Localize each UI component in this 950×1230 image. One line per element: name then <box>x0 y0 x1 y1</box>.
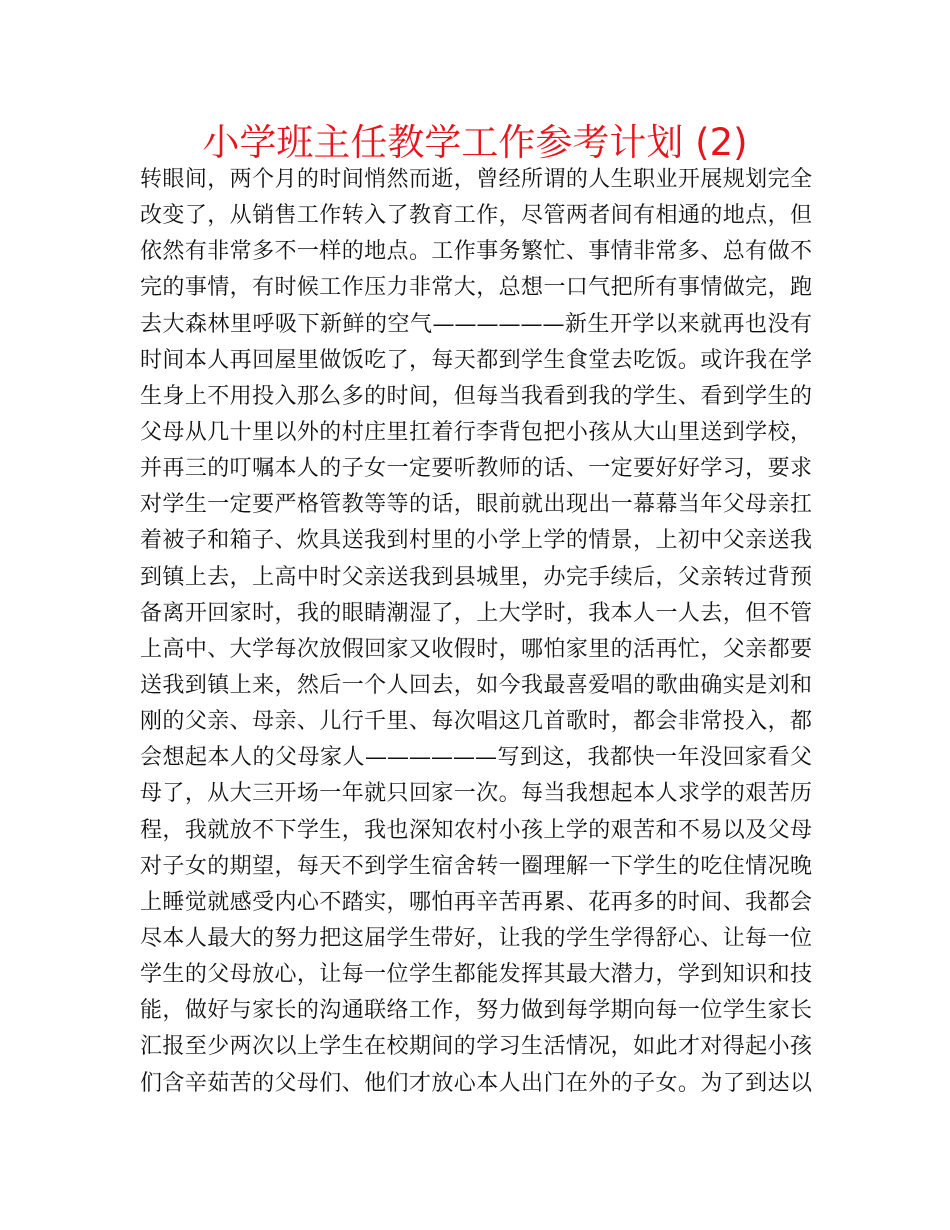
document-body <box>140 162 812 1102</box>
body-line: 备离开回家时，我的眼睛潮湿了，上大学时，我本人一人去，但不管 <box>140 600 812 626</box>
body-line: 会想起本人的父母家人——————写到这，我都快一年没回家看父 <box>140 745 812 771</box>
body-line: 程，我就放不下学生，我也深知农村小孩上学的艰苦和不易以及父母 <box>140 817 812 843</box>
body-line: 上高中、大学每次放假回家又收假时，哪怕家里的活再忙，父亲都要 <box>140 636 812 662</box>
body-line: 上睡觉就感受内心不踏实，哪怕再辛苦再累、花再多的时间、我都会 <box>140 889 812 915</box>
body-line: 对学生一定要严格管教等等的话，眼前就出现出一幕幕当年父母亲扛 <box>140 492 812 518</box>
body-line: 时间本人再回屋里做饭吃了，每天都到学生食堂去吃饭。或许我在学 <box>140 347 812 373</box>
body-line: 尽本人最大的努力把这届学生带好，让我的学生学得舒心、让每一位 <box>140 925 812 951</box>
body-line: 着被子和箱子、炊具送我到村里的小学上学的情景，上初中父亲送我 <box>140 528 812 554</box>
body-line: 刚的父亲、母亲、儿行千里、每次唱这几首歌时，都会非常投入，都 <box>140 709 812 735</box>
body-line: 并再三的叮嘱本人的子女一定要听教师的话、一定要好好学习，要求 <box>140 456 812 482</box>
body-line: 学生的父母放心，让每一位学生都能发挥其最大潜力，学到知识和技 <box>140 962 812 988</box>
body-line: 转眼间，两个月的时间悄然而逝，曾经所谓的人生职业开展规划完全 <box>140 167 812 192</box>
document-title: 小学班主任教学工作参考计划 (2) <box>202 121 748 164</box>
body-line: 送我到镇上来，然后一个人回去，如今我最喜爱唱的歌曲确实是刘和 <box>140 672 812 698</box>
body-line: 完的事情，有时候工作压力非常大，总想一口气把所有事情做完，跑 <box>140 275 812 301</box>
body-line: 去大森林里呼吸下新鲜的空气——————新生开学以来就再也没有 <box>140 311 812 337</box>
body-line: 依然有非常多不一样的地点。工作事务繁忙、事情非常多、总有做不 <box>140 239 812 265</box>
body-line: 改变了，从销售工作转入了教育工作，尽管两者间有相通的地点，但 <box>140 203 812 229</box>
body-line: 生身上不用投入那么多的时间，但每当我看到我的学生、看到学生的 <box>140 383 812 409</box>
body-line: 父母从几十里以外的村庄里扛着行李背包把小孩从大山里送到学校， <box>140 419 812 445</box>
body-line: 对子女的期望，每天不到学生宿舍转一圈理解一下学生的吃住情况晚 <box>140 853 812 879</box>
body-line: 母了，从大三开场一年就只回家一次。每当我想起本人求学的艰苦历 <box>140 781 812 807</box>
body-line: 到镇上去，上高中时父亲送我到县城里，办完手续后，父亲转过背预 <box>140 564 812 590</box>
body-line: 汇报至少两次以上学生在校期间的学习生活情况，如此才对得起小孩 <box>140 1034 812 1060</box>
body-line: 们含辛茹苦的父母们、他们才放心本人出门在外的子女。为了到达以 <box>140 1070 812 1096</box>
body-line: 能，做好与家长的沟通联络工作，努力做到每学期向每一位学生家长 <box>140 998 812 1024</box>
